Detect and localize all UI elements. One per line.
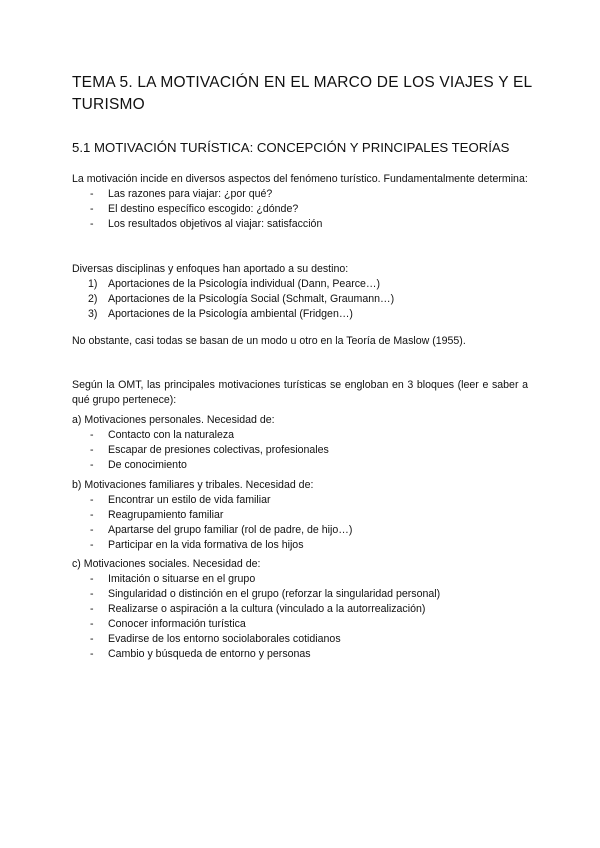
- intro-paragraph: La motivación incide en diversos aspectos del fenómeno turístico. Fundamentalmente determina:: [72, 173, 528, 185]
- list-item-text: Singularidad o distinción en el grupo (reforzar la singularidad personal): [108, 588, 441, 600]
- list-item-text: Aportaciones de la Psicología ambiental (Fridgen…): [108, 308, 353, 320]
- disciplines-list: [72, 277, 528, 322]
- group-heading: c) Motivaciones sociales. Necesidad de:: [72, 558, 261, 570]
- list-item: [72, 508, 528, 523]
- list-item: [72, 493, 528, 508]
- group-b-list: [72, 493, 528, 553]
- list-item-text: Realizarse o aspiración a la cultura (vinculado a la autorrealización): [108, 603, 426, 615]
- dash-bullet: -: [90, 459, 94, 471]
- dash-bullet: -: [90, 603, 94, 615]
- list-item-text: Encontrar un estilo de vida familiar: [108, 494, 271, 506]
- dash-bullet: -: [90, 188, 94, 200]
- list-item-text: Aportaciones de la Psicología Social (Schmalt, Graumann…): [108, 293, 395, 305]
- list-number: 2): [88, 293, 98, 305]
- list-item: [72, 647, 528, 662]
- section-heading: 5.1 MOTIVACIÓN TURÍSTICA: CONCEPCIÓN Y PRINCIPALES TEORÍAS: [72, 140, 510, 155]
- group-heading: a) Motivaciones personales. Necesidad de:: [72, 414, 275, 426]
- list-item-text: Participar en la vida formativa de los hijos: [108, 539, 304, 551]
- list-item-text: Contacto con la naturaleza: [108, 429, 235, 441]
- dash-bullet: -: [90, 573, 94, 585]
- list-item-text: Imitación o situarse en el grupo: [108, 573, 256, 585]
- list-item: [72, 428, 528, 443]
- dash-bullet: -: [90, 618, 94, 630]
- list-item: [72, 572, 528, 587]
- maslow-block: [72, 334, 528, 349]
- group-a-block: [72, 413, 528, 473]
- intro-block: [72, 172, 528, 232]
- list-item: [72, 202, 528, 217]
- list-item: [72, 587, 528, 602]
- list-item-text: Evadirse de los entorno sociolaborales cotidianos: [108, 633, 341, 645]
- list-item: [72, 277, 528, 292]
- list-item: [72, 538, 528, 553]
- list-item-text: Escapar de presiones colectivas, profesionales: [108, 444, 329, 456]
- list-item-text: Aportaciones de la Psicología individual (Dann, Pearce…): [108, 278, 381, 290]
- omt-block: [72, 378, 528, 408]
- dash-bullet: -: [90, 539, 94, 551]
- list-item: [72, 458, 528, 473]
- list-item-text: Los resultados objetivos al viajar: satisfacción: [108, 218, 323, 230]
- dash-bullet: -: [90, 509, 94, 521]
- list-number: 3): [88, 308, 98, 320]
- list-item: [72, 292, 528, 307]
- omt-paragraph: Según la OMT, las principales motivaciones turísticas se engloban en 3 bloques (leer e saber a qué grupo pertenece):: [72, 379, 528, 406]
- group-c-list: [72, 572, 528, 662]
- page-title: TEMA 5. LA MOTIVACIÓN EN EL MARCO DE LOS VIAJES Y EL TURISMO: [72, 74, 532, 113]
- disciplines-block: [72, 262, 528, 322]
- dash-bullet: -: [90, 429, 94, 441]
- disciplines-paragraph: Diversas disciplinas y enfoques han aportado a su destino:: [72, 263, 349, 275]
- dash-bullet: -: [90, 218, 94, 230]
- list-item-text: Conocer información turística: [108, 618, 246, 630]
- dash-bullet: -: [90, 648, 94, 660]
- list-item: [72, 617, 528, 632]
- group-heading: b) Motivaciones familiares y tribales. Necesidad de:: [72, 479, 314, 491]
- list-item: [72, 217, 528, 232]
- list-item-text: Las razones para viajar: ¿por qué?: [108, 188, 273, 200]
- list-number: 1): [88, 278, 98, 290]
- dash-bullet: -: [90, 203, 94, 215]
- group-c-block: [72, 557, 528, 662]
- group-a-list: [72, 428, 528, 473]
- list-item: [72, 307, 528, 322]
- dash-bullet: -: [90, 588, 94, 600]
- maslow-paragraph: No obstante, casi todas se basan de un modo u otro en la Teoría de Maslow (1955).: [72, 335, 466, 347]
- dash-bullet: -: [90, 494, 94, 506]
- dash-bullet: -: [90, 524, 94, 536]
- list-item: [72, 632, 528, 647]
- list-item-text: Reagrupamiento familiar: [108, 509, 224, 521]
- list-item: [72, 187, 528, 202]
- list-item: [72, 602, 528, 617]
- list-item-text: Cambio y búsqueda de entorno y personas: [108, 648, 311, 660]
- intro-list: [72, 187, 528, 232]
- group-b-block: [72, 478, 528, 553]
- dash-bullet: -: [90, 633, 94, 645]
- list-item-text: Apartarse del grupo familiar (rol de padre, de hijo…): [108, 524, 353, 536]
- dash-bullet: -: [90, 444, 94, 456]
- list-item: [72, 523, 528, 538]
- list-item-text: El destino específico escogido: ¿dónde?: [108, 203, 299, 215]
- list-item: [72, 443, 528, 458]
- list-item-text: De conocimiento: [108, 459, 187, 471]
